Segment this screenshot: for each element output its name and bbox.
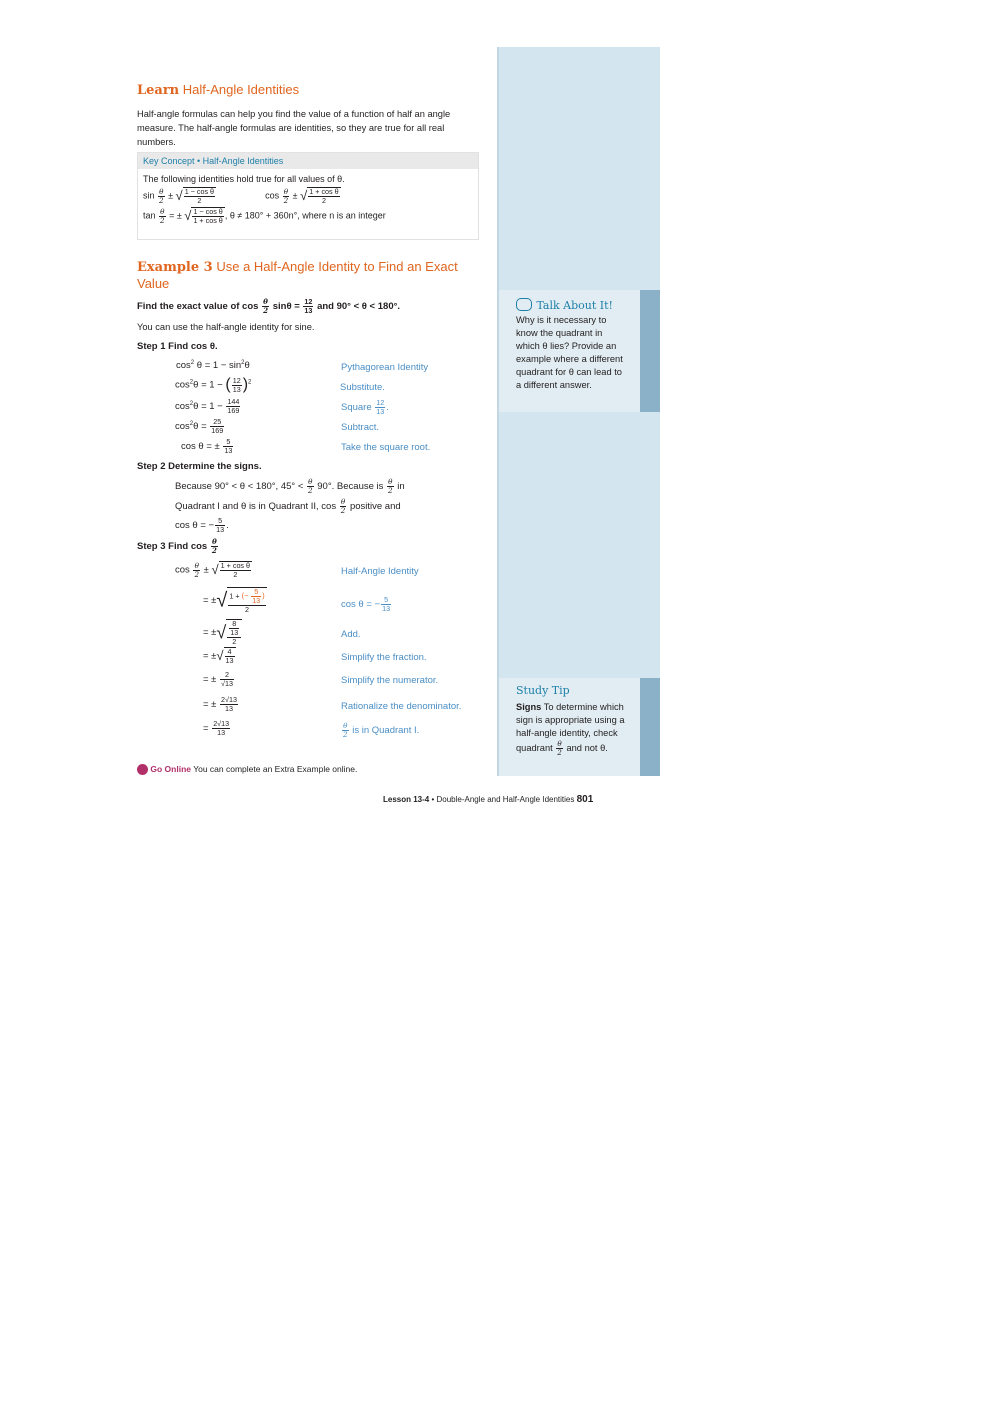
talk-title: Talk About It!	[536, 299, 613, 312]
go-online-icon	[137, 764, 148, 775]
go-online-label: Go Online	[150, 764, 191, 774]
learn-intro: Half-angle formulas can help you find the value of a function of half an angle measure. The half-angle formulas are identities, so they are true for all real numbers.	[137, 109, 451, 147]
study-tip-box	[499, 678, 640, 776]
key-concept-box	[137, 152, 479, 240]
note-add: Add.	[341, 629, 361, 640]
step3-line6: = ± $\frac{2√13}{13}$	[203, 695, 237, 713]
talk-text: Why is it necessary to know the quadrant in which θ lies? Provide an example where a different quadrant for θ can lead to a different answer.	[516, 315, 623, 390]
page-footer	[383, 794, 593, 805]
tan-condition: , θ ≠ 180° + 360n°, where n is an integer	[224, 210, 386, 221]
tip-accent-bar	[640, 678, 660, 776]
step2-line1: Because 90° < θ < 180°, 45° < $\frac{\theta}{2}$ 90°. Because is $\frac{\theta}{2}$ in	[175, 477, 405, 495]
footer-title: • Double-Angle and Half-Angle Identities	[431, 795, 575, 804]
example-keyword: Example 3	[137, 260, 213, 275]
note-simplify-fraction: Simplify the fraction.	[341, 652, 427, 663]
step1-line5: cos θ = ± $\frac{5}{13}$	[181, 437, 233, 455]
note-substitute: Substitute.	[340, 382, 385, 393]
step1-line2: $\cos^2\theta = 1$ − ( $\frac{12}{13}$ )$^2$	[175, 375, 252, 394]
step3-line7: = $\frac{2√13}{13}$	[203, 719, 230, 737]
note-rationalize: Rationalize the denominator.	[341, 701, 462, 712]
example-heading	[137, 259, 482, 292]
page-number: 801	[576, 794, 594, 805]
step1-line1: $\cos^2 \theta = 1 - \sin^2\theta$	[176, 360, 250, 372]
chat-bubble-icon	[516, 298, 532, 311]
tip-title: Study Tip	[516, 684, 570, 697]
note-pythagorean: Pythagorean Identity	[341, 362, 429, 373]
step2-line3: cos θ = − $\frac{5}{13}$ .	[175, 516, 229, 534]
note-cos-value: cos θ = − $\frac{5}{13}$	[341, 595, 391, 613]
learn-title: Half-Angle Identities	[182, 82, 300, 97]
step2-line2: Quadrant I and θ is in Quadrant II, cos $\frac{\theta}{2}$ positive and	[175, 497, 401, 515]
tip-text: Signs To determine which sign is appropriate using a half-angle identity, check quadrant $\frac{\theta}{2}$ and not θ.	[516, 702, 625, 757]
go-online-text: You can complete an Extra Example online.	[193, 764, 358, 774]
step1-line3: $\cos^2\theta = 1$ − $\frac{144}{169}$	[175, 397, 240, 415]
key-concept-lead: The following identities hold true for all values of θ.	[143, 174, 345, 184]
step3-heading: Step 3 Find cos $\frac{\theta}{2}$	[137, 537, 217, 555]
example-intro: You can use the half-angle identity for sine.	[137, 322, 315, 332]
key-concept-label: Key Concept • Half-Angle Identities	[138, 153, 478, 169]
step3-line4: = ±√ $\frac{4}{13}$	[203, 647, 234, 665]
step3-line2: = ±√ 1 + (− $\frac{5}{13}$ ) 2	[203, 587, 265, 614]
talk-about-it-box	[499, 290, 640, 412]
note-square-root: Take the square root.	[341, 442, 431, 453]
note-simplify-numerator: Simplify the numerator.	[341, 675, 439, 686]
step3-line1: cos $\frac{\theta}{2}$ ± √ $\frac{\text{1 + cos θ}}{2}$	[175, 560, 251, 579]
step1-line4: $\cos^2\theta$ = $\frac{25}{169}$	[175, 417, 224, 435]
half-angle-tan-formula: tan $\frac{\theta}{2}$ = ± √ $\frac{\text{1 − cos θ}}{\text{1 + cos θ}}$ , θ ≠ 180° + 360n°, where n is an integer	[143, 206, 386, 225]
step3-line3: = ±√ $\frac{\frac{8}{13}}{2}$	[203, 619, 242, 646]
example-problem: Find the exact value of cos $\frac{\theta}{2}$ sinθ = $\frac{12}{13}$ and 90° < θ < 180°.	[137, 297, 401, 315]
note-subtract: Subtract.	[341, 422, 380, 433]
go-online[interactable]	[137, 764, 357, 775]
footer-lesson: Lesson 13-4	[383, 795, 430, 804]
talk-accent-bar	[640, 290, 660, 412]
note-half-angle: Half-Angle Identity	[341, 566, 419, 577]
learn-heading	[137, 82, 299, 98]
step2-heading: Step 2 Determine the signs.	[137, 461, 262, 472]
note-quadrant: $\frac{\theta}{2}$ is in Quadrant I.	[343, 721, 420, 739]
learn-keyword: Learn	[137, 83, 180, 98]
step3-line5: = ± $\frac{2}{√13}$	[203, 670, 233, 688]
example-title: Use a Half-Angle Identity to Find an Exact Value	[137, 259, 458, 291]
note-square: Square $\frac{12}{13}$ .	[341, 398, 389, 416]
half-angle-sin-cos-formulas: sin $\frac{\theta}{2}$ ± √ $\frac{\text{1 − cos θ}}{2}$ cos $\frac{\theta}{2}$ ± √ $\frac{\text{1 + cos θ}}{2}$	[143, 186, 339, 205]
step1-heading: Step 1 Find cos θ.	[137, 341, 218, 352]
